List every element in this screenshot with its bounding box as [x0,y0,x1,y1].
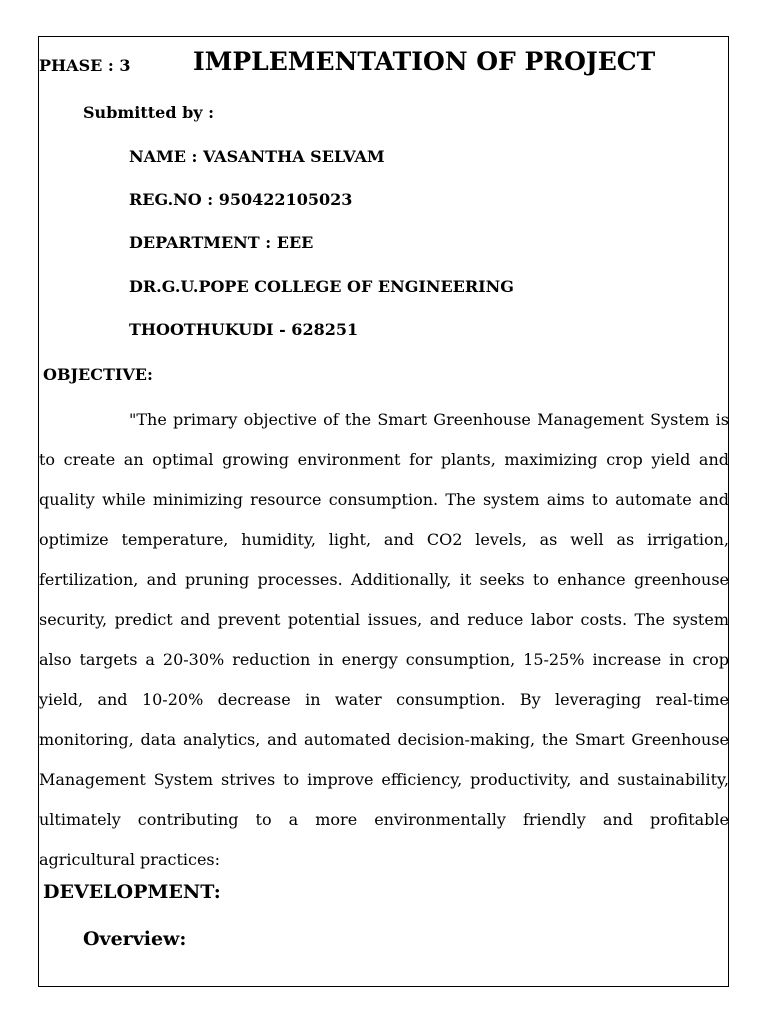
objective-paragraph: "The primary objective of the Smart Greenhouse Management System is to create an optimal growing environment for plants, maximizing crop yield and quality while minimizing resource consumption. The system aims to automate and optimize temperature, humidity, light, and CO2 levels, as well as irrigation, fertilization, and pruning processes. Additionally, it seeks to enhance greenhouse security, predict and prevent potential issues, and reduce labor costs. The system also targets a 20-30% reduction in energy consumption, 15-25% increase in crop yield, and 10-20% decrease in water consumption. By leveraging real-time monitoring, data analytics, and automated decision-making, the Smart Greenhouse Management System strives to improve efficiency, productivity, and sustainability, ultimately contributing to a more environmentally friendly and profitable agricultural practices: [39,410,729,869]
department: DEPARTMENT : EEE [129,233,314,252]
overview-subheading: Overview: [83,928,187,950]
registration-number: REG.NO : 950422105023 [129,190,353,209]
phase-label: PHASE : 3 [39,56,131,75]
college-location: THOOTHUKUDI - 628251 [129,320,359,339]
development-heading: DEVELOPMENT: [43,881,221,903]
page-title: IMPLEMENTATION OF PROJECT [193,47,656,76]
objective-heading: OBJECTIVE: [43,365,153,384]
submitted-by-label: Submitted by : [83,103,215,122]
college-name: DR.G.U.POPE COLLEGE OF ENGINEERING [129,277,514,296]
student-name: NAME : VASANTHA SELVAM [129,147,385,166]
